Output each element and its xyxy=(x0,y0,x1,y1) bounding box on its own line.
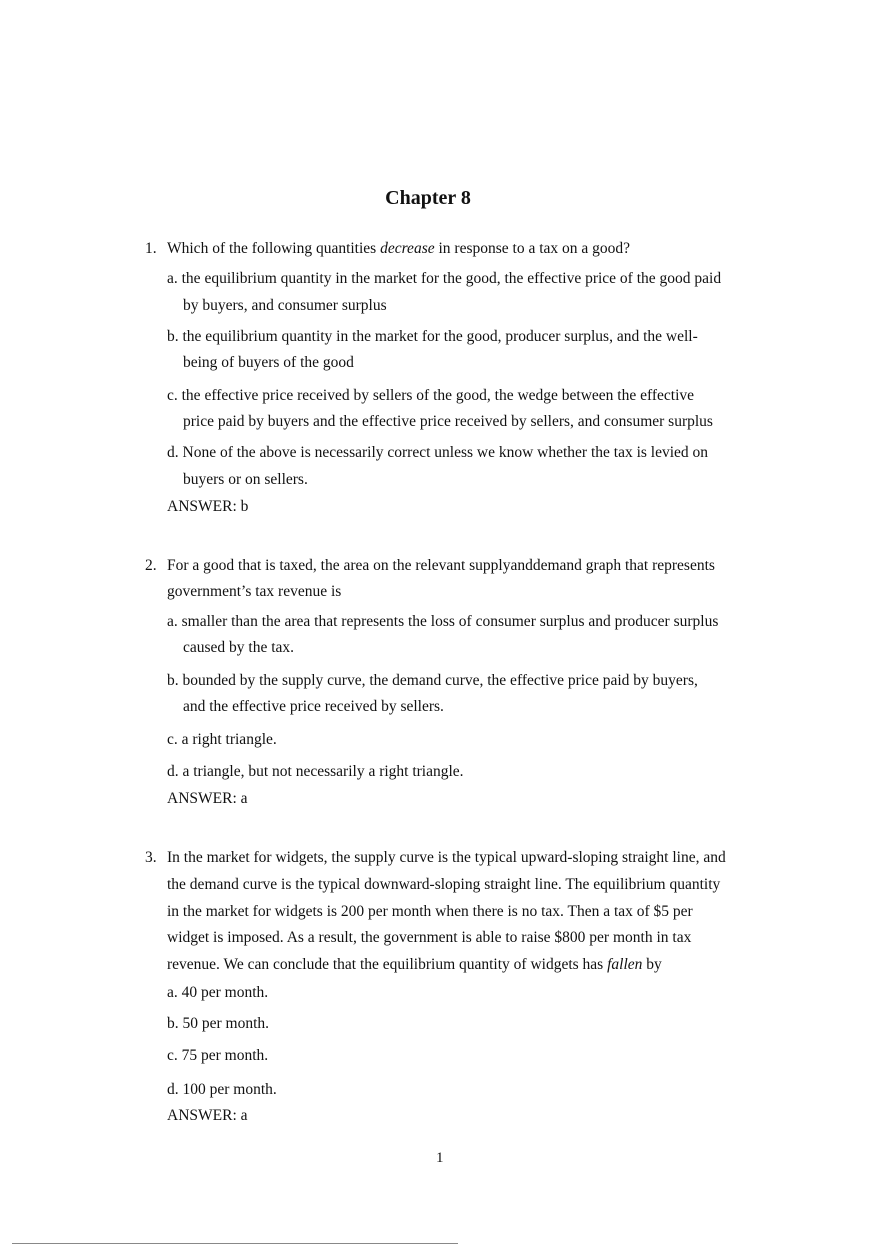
question-stem-cont: widget is imposed. As a result, the government is able to raise $800 per month in tax xyxy=(167,929,692,946)
option-a: a. 40 per month. xyxy=(167,984,269,1001)
question-stem-cont: the demand curve is the typical downward-sloping straight line. The equilibrium quantity xyxy=(167,876,721,893)
page-number: 1 xyxy=(436,1150,444,1166)
option-b: b. bounded by the supply curve, the demand curve, the effective price paid by buyers, xyxy=(167,672,698,689)
option-b-cont: and the effective price received by sellers. xyxy=(183,698,444,715)
option-d: d. None of the above is necessarily correct unless we know whether the tax is levied on xyxy=(167,444,709,461)
option-c: c. a right triangle. xyxy=(167,731,277,748)
option-a: a. smaller than the area that represents the loss of consumer surplus and producer surplus xyxy=(167,613,719,630)
option-c: c. 75 per month. xyxy=(167,1047,269,1064)
stem-text: revenue. We can conclude that the equilibrium quantity of widgets has xyxy=(167,956,608,973)
option-b-cont: being of buyers of the good xyxy=(183,354,354,371)
question-stem-cont xyxy=(167,955,662,975)
option-d-cont: buyers or on sellers. xyxy=(183,471,308,488)
option-c-cont: price paid by buyers and the effective price received by sellers, and consumer surplus xyxy=(183,413,713,430)
stem-text: in response to a tax on a good? xyxy=(434,240,631,257)
question-stem-cont: in the market for widgets is 200 per month when there is no tax. Then a tax of $5 per xyxy=(167,903,693,920)
stem-emphasis: fallen xyxy=(607,956,643,973)
option-d: d. 100 per month. xyxy=(167,1081,277,1098)
chapter-title: Chapter 8 xyxy=(385,187,471,209)
option-a-cont: caused by the tax. xyxy=(183,639,295,656)
option-a-cont: by buyers, and consumer surplus xyxy=(183,297,387,314)
question-number: 3. xyxy=(145,849,157,866)
footer-rule xyxy=(12,1243,458,1244)
question-stem xyxy=(167,239,630,259)
stem-text: by xyxy=(642,956,662,973)
answer: ANSWER: b xyxy=(167,498,249,515)
question-stem: In the market for widgets, the supply curve is the typical upward-sloping straight line, and xyxy=(167,849,726,866)
stem-emphasis: decrease xyxy=(380,240,435,257)
answer: ANSWER: a xyxy=(167,1107,248,1124)
option-b: b. the equilibrium quantity in the market for the good, producer surplus, and the well- xyxy=(167,328,698,345)
question-stem-cont: government’s tax revenue is xyxy=(167,583,342,600)
question-stem: For a good that is taxed, the area on the relevant supplyanddemand graph that represents xyxy=(167,557,715,574)
option-c: c. the effective price received by sellers of the good, the wedge between the effective xyxy=(167,387,695,404)
option-a: a. the equilibrium quantity in the market for the good, the effective price of the good paid xyxy=(167,270,722,287)
question-number: 2. xyxy=(145,557,157,574)
option-d: d. a triangle, but not necessarily a right triangle. xyxy=(167,763,464,780)
option-b: b. 50 per month. xyxy=(167,1015,270,1032)
stem-text: Which of the following quantities xyxy=(167,240,381,257)
question-number: 1. xyxy=(145,240,157,257)
answer: ANSWER: a xyxy=(167,790,248,807)
